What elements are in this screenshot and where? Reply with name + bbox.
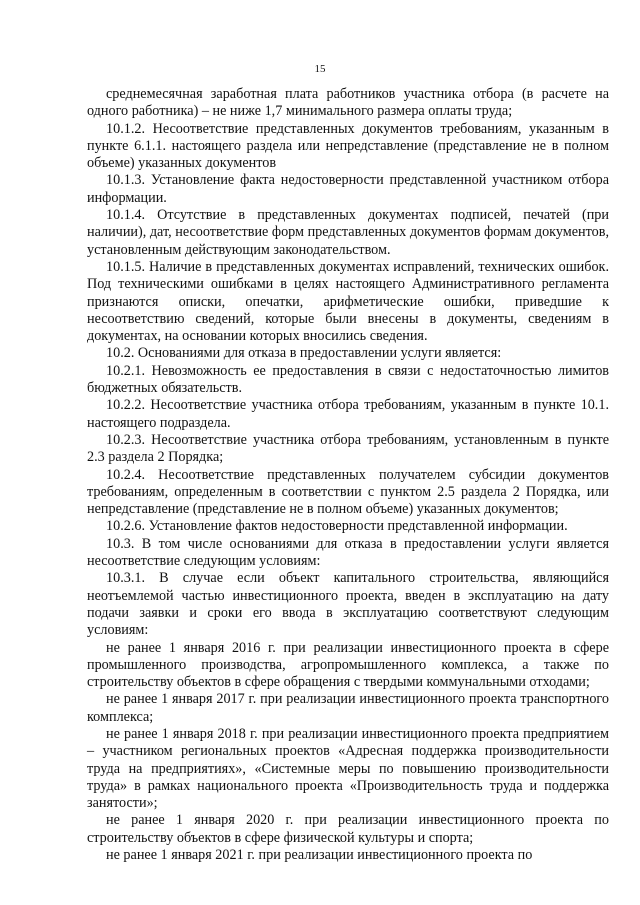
- paragraph-10-2: 10.2. Основаниями для отказа в предоставлении услуги является:: [106, 345, 502, 362]
- paragraph-10-2-1: 10.2.1. Невозможность ее предоставления в связи с недостаточностью лимитов бюджетных обязательств.: [87, 362, 609, 397]
- paragraph-10-1-4: 10.1.4. Отсутствие в представленных документах подписей, печатей (при наличии), дат, несоответствие форм представленных документов формам документов, установленным действующим законодательством.: [87, 207, 609, 258]
- condition-2018: не ранее 1 января 2018 г. при реализации инвестиционного проекта предприятием – участником региональных проектов «Адресная поддержка производительности труда на предприятиях», «Системные меры по повышению производительности труда» в рамках национального проекта «Производительность труда и поддержка занятости»;: [87, 725, 609, 812]
- condition-2021: не ранее 1 января 2021 г. при реализации инвестиционного проекта по: [106, 847, 533, 864]
- paragraph-10-1-5: 10.1.5. Наличие в представленных документах исправлений, технических ошибок. Под техническими ошибками в целях настоящего Административного регламента признаются описки, опечатки, арифметические ошибки, приведшие к несоответствию сведений, которые были внесены в документы, сведениям в документах, на основании которых вносились сведения.: [87, 258, 609, 345]
- condition-2020: не ранее 1 января 2020 г. при реализации инвестиционного проекта по строительству объектов в сфере физической культуры и спорта;: [87, 812, 609, 846]
- paragraph-wage-continuation: среднемесячная заработная плата работников участника отбора (в расчете на одного работника) – не ниже 1,7 минимального размера оплаты труда;: [87, 86, 609, 120]
- paragraph-10-2-2: 10.2.2. Несоответствие участника отбора требованиям, указанным в пункте 10.1. настоящего подраздела.: [87, 397, 609, 431]
- paragraph-10-3-1: 10.3.1. В случае если объект капитального строительства, являющийся неотъемлемой частью инвестиционного проекта, введен в эксплуатацию на дату подачи заявки и сроки его ввода в эксплуатацию соответствуют следующим условиям:: [87, 570, 609, 639]
- paragraph-10-3: 10.3. В том числе основаниями для отказа в предоставлении услуги является несоответствие следующим условиям:: [87, 535, 609, 570]
- paragraph-10-1-3: 10.1.3. Установление факта недостоверности представленной участником отбора информации.: [87, 172, 609, 206]
- page-number: 15: [314, 63, 326, 75]
- paragraph-10-2-6: 10.2.6. Установление фактов недостоверности представленной информации.: [106, 518, 568, 535]
- paragraph-10-1-2: 10.1.2. Несоответствие представленных документов требованиям, указанным в пункте 6.1.1. настоящего раздела или непредставление (представление не в полном объеме) указанных документов: [87, 120, 609, 172]
- condition-2017: не ранее 1 января 2017 г. при реализации инвестиционного проекта транспортного комплекса;: [87, 691, 609, 725]
- paragraph-10-2-4: 10.2.4. Несоответствие представленных получателем субсидии документов требованиям, определенным в соответствии с пунктом 2.5 раздела 2 Порядка, или непредставление (представление не в полном объеме) указанных документов;: [87, 466, 609, 518]
- document-body: [87, 86, 609, 864]
- condition-2016: не ранее 1 января 2016 г. при реализации инвестиционного проекта в сфере промышленного производства, агропромышленного комплекса, а также по строительству объектов в сфере обращения с твердыми коммунальными отходами;: [87, 639, 609, 691]
- paragraph-10-2-3: 10.2.3. Несоответствие участника отбора требованиям, установленным в пункте 2.3 раздела 2 Порядка;: [87, 431, 609, 466]
